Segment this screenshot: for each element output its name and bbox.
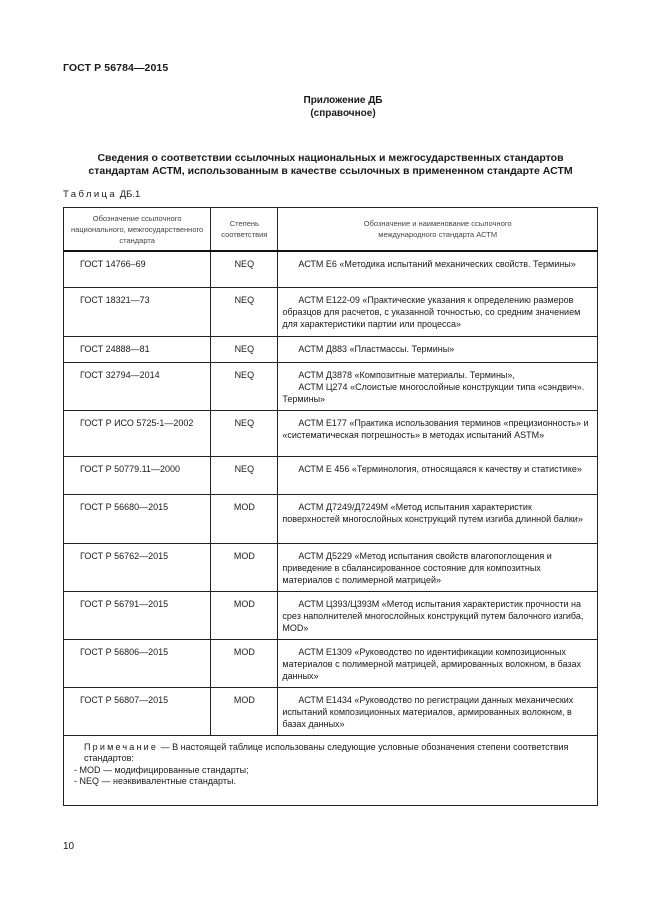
table-row: [64, 251, 598, 287]
note-label: Примечание: [84, 741, 159, 752]
table-note-row: [64, 735, 598, 805]
column-header-degree-text: Степень соответствия: [221, 219, 268, 239]
table-row: [64, 687, 598, 735]
column-header-reference-text: Обозначение и наименование ссылочного международного стандарта АСТМ: [363, 219, 512, 239]
note-item-neq: - NEQ — неэквивалентные стандарты.: [74, 776, 236, 786]
cell-standard: ГОСТ 18321—73: [64, 287, 211, 336]
appendix-subtitle: (справочное): [310, 108, 376, 119]
cell-degree: MOD: [211, 494, 278, 543]
cell-reference: АСТМ Е177 «Практика использования терминов «прецизионность» и «систематическая погрешность» в методах испытаний ASTM»: [278, 410, 598, 456]
table-caption-label: Таблица: [63, 189, 118, 200]
appendix-title: Приложение ДБ: [303, 95, 383, 106]
cell-reference: АСТМ Д7249/Д7249М «Метод испытания характеристик поверхностей многослойных конструкций путем изгиба длинной балки»: [278, 494, 598, 543]
cell-standard: ГОСТ Р 56807—2015: [64, 687, 211, 735]
cell-reference: [278, 362, 598, 410]
table-row: [64, 287, 598, 336]
cell-degree: NEQ: [211, 287, 278, 336]
cell-degree: MOD: [211, 687, 278, 735]
cell-reference: АСТМ Е1309 «Руководство по идентификации композиционных материалов с полимерной матрицей, армированных волокном, в базах данных»: [278, 639, 598, 687]
cell-degree: NEQ: [211, 251, 278, 287]
heading-line-1: Сведения о соответствии ссылочных национальных и межгосударственных стандартов: [97, 152, 564, 164]
cell-reference: АСТМ Ц393/Ц393М «Метод испытания характеристик прочности на срез наполнителей многослойных конструкций путем балочного изгиба, MOD»: [278, 591, 598, 639]
cell-reference: АСТМ Е6 «Методика испытаний механических свойств. Термины»: [278, 251, 598, 287]
cell-degree: MOD: [211, 639, 278, 687]
cell-reference: АСТМ Е 456 «Терминология, относящаяся к качеству и статистике»: [278, 456, 598, 494]
cell-degree: NEQ: [211, 456, 278, 494]
standards-table: [63, 207, 598, 806]
table-header-row: [64, 208, 598, 252]
table-row: [64, 494, 598, 543]
cell-standard: ГОСТ Р ИСО 5725-1—2002: [64, 410, 211, 456]
cell-reference: АСТМ Д5229 «Метод испытания свойств влагопоглощения и приведение в сбалансированное состояние для композитных материалов с полимерной матрицей»: [278, 543, 598, 591]
column-header-standard: [64, 208, 211, 252]
table-row: [64, 543, 598, 591]
cell-standard: ГОСТ Р 56806—2015: [64, 639, 211, 687]
column-header-standard-text: Обозначение ссылочного национального, межгосударственного стандарта: [71, 213, 204, 245]
cell-degree: NEQ: [211, 336, 278, 362]
section-heading: [63, 152, 598, 178]
table-row: [64, 336, 598, 362]
cell-reference: АСТМ Д883 «Пластмассы. Термины»: [278, 336, 598, 362]
heading-line-2: стандартам АСТМ, использованным в качестве ссылочных в примененном стандарте АСТМ: [88, 165, 573, 177]
column-header-degree: [211, 208, 278, 252]
note-intro: [68, 742, 591, 765]
cell-standard: ГОСТ 14766–69: [64, 251, 211, 287]
cell-standard: ГОСТ Р 50779.11—2000: [64, 456, 211, 494]
cell-degree: MOD: [211, 543, 278, 591]
cell-reference: АСТМ Е1434 «Руководство по регистрации данных механических испытаний композиционных материалов, армированных волокном, в базах данных»: [278, 687, 598, 735]
table-caption: [63, 189, 140, 200]
cell-reference: АСТМ Е122-09 «Практические указания к определению размеров образцов для расчетов, с указанной точностью, со средним значением для характеристики партии или процесса»: [278, 287, 598, 336]
table-caption-number: ДБ.1: [119, 189, 141, 200]
cell-degree: NEQ: [211, 410, 278, 456]
cell-standard: ГОСТ Р 56680—2015: [64, 494, 211, 543]
cell-standard: ГОСТ Р 56762—2015: [64, 543, 211, 591]
cell-standard: ГОСТ Р 56791—2015: [64, 591, 211, 639]
document-code: ГОСТ Р 56784—2015: [63, 62, 169, 74]
reference-line-1: АСТМ Д3878 «Композитные материалы. Термины»,: [298, 369, 515, 380]
table-row: [64, 639, 598, 687]
note-text: — В настоящей таблице использованы следующие условные обозначения степени соответствия стандартов:: [84, 741, 569, 763]
cell-standard: ГОСТ 24888—81: [64, 336, 211, 362]
cell-degree: NEQ: [211, 362, 278, 410]
column-header-reference: [278, 208, 598, 252]
table-row: [64, 591, 598, 639]
appendix-heading: [0, 94, 646, 120]
table-row: [64, 362, 598, 410]
cell-standard: ГОСТ 32794—2014: [64, 362, 211, 410]
page-number: 10: [63, 841, 75, 852]
note-item-mod: - MOD — модифицированные стандарты;: [74, 764, 249, 775]
table-row: [64, 456, 598, 494]
table-row: [64, 410, 598, 456]
reference-line-2: АСТМ Ц274 «Слоистые многослойные конструкции типа «сэндвич». Термины»: [282, 381, 585, 404]
cell-degree: MOD: [211, 591, 278, 639]
table-note: [64, 735, 598, 805]
